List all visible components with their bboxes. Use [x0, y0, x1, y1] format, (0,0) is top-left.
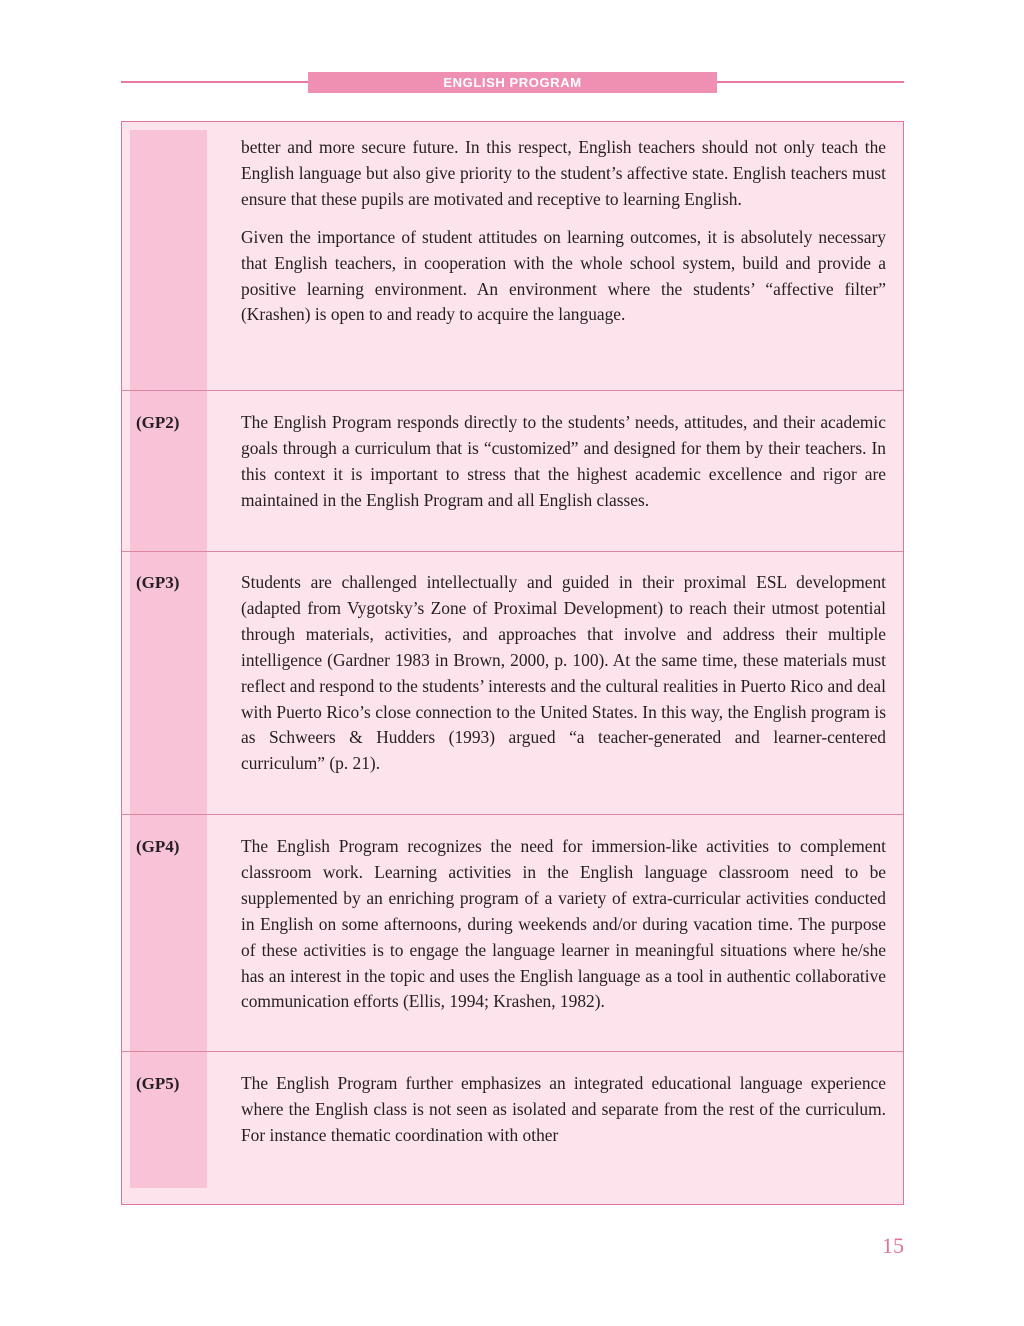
- row-divider: [122, 814, 903, 815]
- section-text: [241, 570, 886, 789]
- paragraph: The English Program recognizes the need for immersion-like activities to complement classroom work. Learning activities in the English language classroom need to be supplemented by an enriching program of a variety of extra-curricular activities conducted in English on some afternoons, during weekends and/or during vacation time. The purpose of these activities is to engage the language learner in meaningful situations where he/she has an interest in the topic and uses the English language as a tool in authentic collaborative communication efforts (Ellis, 1994; Krashen, 1982).: [241, 836, 886, 1012]
- section-text: [241, 135, 886, 340]
- paragraph: Students are challenged intellectually and guided in their proximal ESL development (adapted from Vygotsky’s Zone of Proximal Development) to reach their utmost potential through materials, activities, and approaches that involve and address their multiple intelligence (Gardner 1983 in Brown, 2000, p. 100). At the same time, these materials must reflect and respond to the students’ interests and the cultural realities in Puerto Rico and deal with Puerto Rico’s close connection to the United States. In this way, the English program is as Schweers & Hudders (1993) argued “a teacher-generated and learner-centered curriculum” (p. 21).: [241, 572, 886, 774]
- paragraph: The English Program responds directly to the students’ needs, attitudes, and their academic goals through a curriculum that is “customized” and designed for them by their teachers. In this context it is important to stress that the highest academic excellence and rigor are maintained in the English Program and all English classes.: [241, 412, 886, 510]
- page-number: 15: [882, 1233, 904, 1258]
- row-divider: [122, 390, 903, 391]
- section-label: (GP5): [136, 1074, 180, 1093]
- paragraph: Given the importance of student attitudes on learning outcomes, it is absolutely necessary that English teachers, in cooperation with the whole school system, build and provide a positive learning environment. An environment where the students’ “affective filter” (Krashen) is open to and ready to acquire the language.: [241, 226, 886, 325]
- section-text: [241, 834, 886, 1027]
- row-divider: [122, 551, 903, 552]
- label-column-band: [130, 130, 207, 1188]
- section-label: (GP4): [136, 837, 180, 856]
- principles-table: [121, 121, 904, 1205]
- section-label: (GP2): [136, 413, 180, 432]
- running-header: ENGLISH PROGRAM: [308, 72, 717, 93]
- paragraph: better and more secure future. In this respect, English teachers should not only teach the English language but also give priority to the student’s affective state. English teachers must ensure that these pupils are motivated and receptive to learning English.: [241, 137, 886, 209]
- section-label: (GP3): [136, 573, 180, 592]
- row-divider: [122, 1051, 903, 1052]
- section-text: [241, 1071, 886, 1161]
- paragraph: The English Program further emphasizes an integrated educational language experience where the English class is not seen as isolated and separate from the rest of the curriculum. For instance thematic coordination with other: [241, 1073, 886, 1145]
- section-text: [241, 410, 886, 526]
